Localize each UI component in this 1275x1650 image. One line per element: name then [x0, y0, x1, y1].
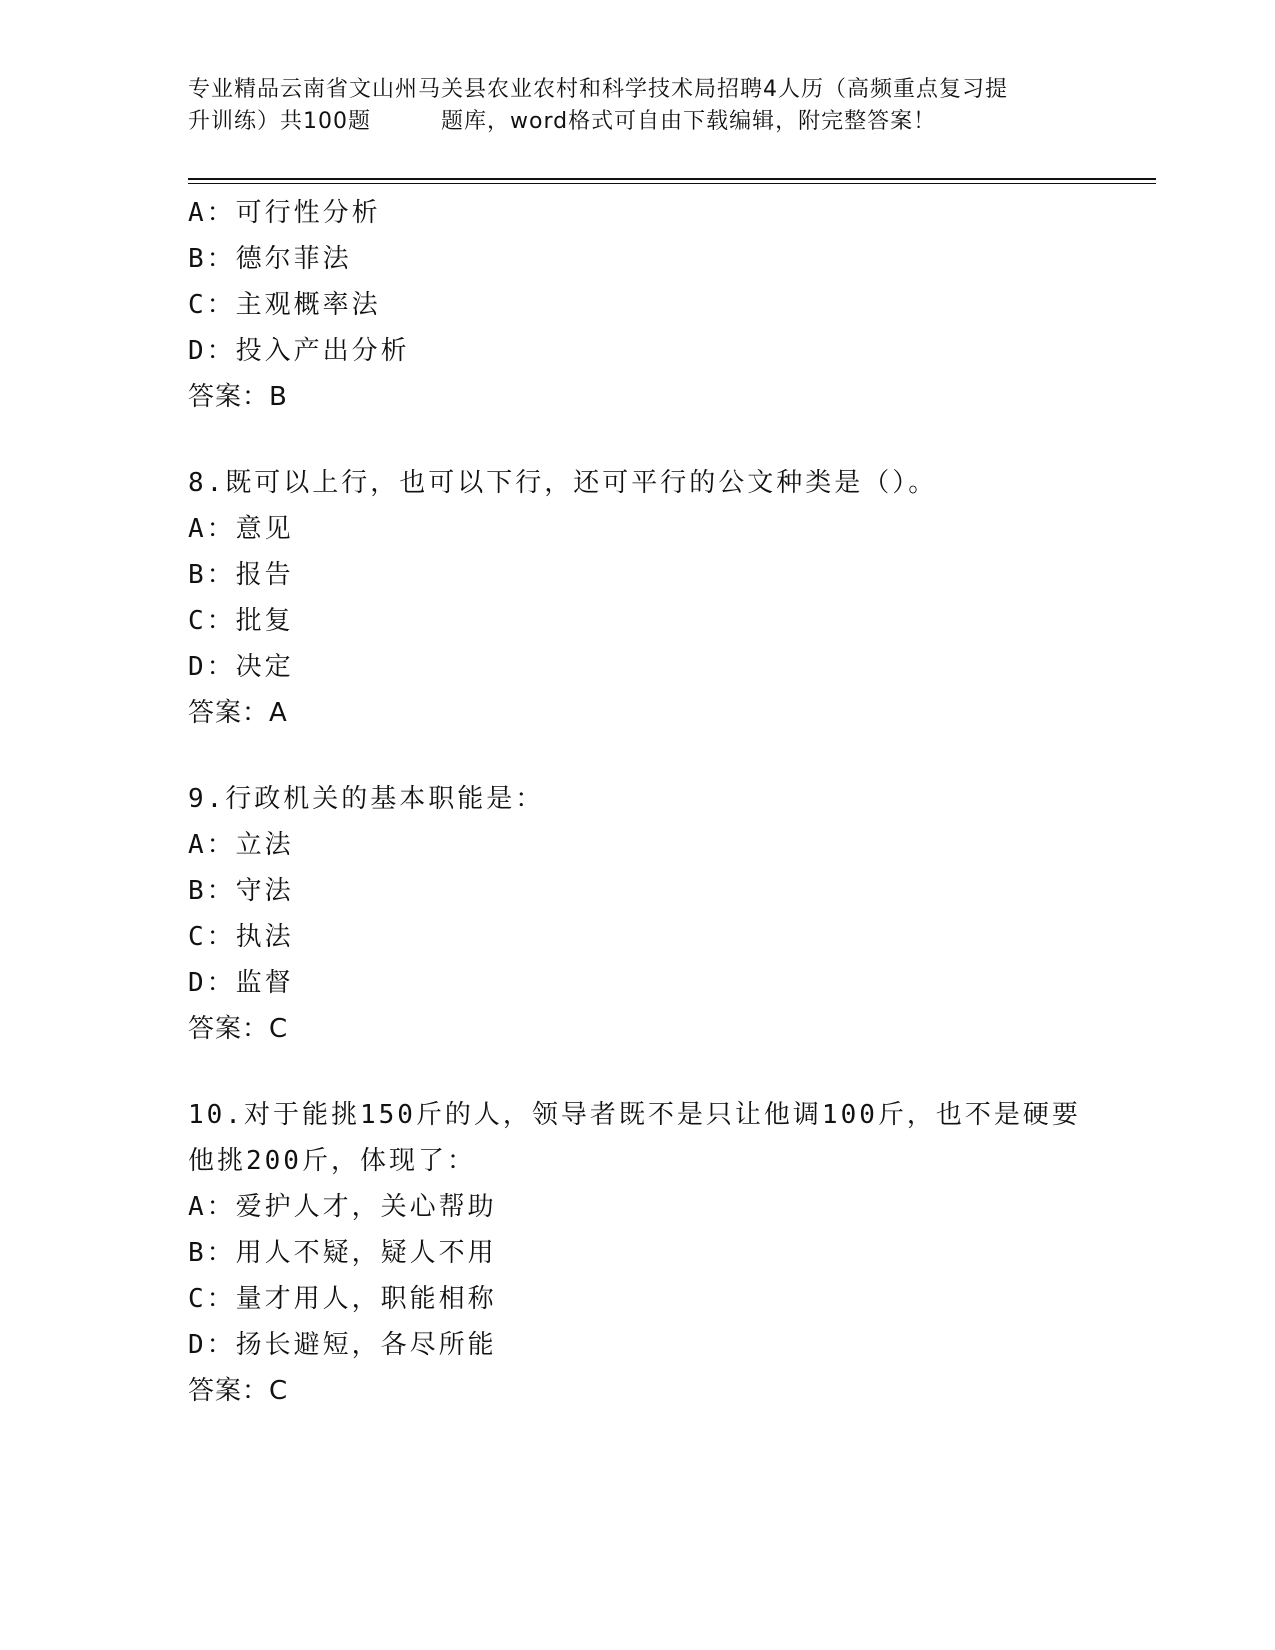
- q8-option-b: B：报告: [188, 560, 294, 590]
- q10-option-a: A：爱护人才，关心帮助: [188, 1192, 497, 1222]
- question-list: [188, 190, 1128, 1414]
- q7-option-a: A：可行性分析: [188, 198, 381, 228]
- question-7-block: [188, 190, 1128, 420]
- q10-answer: 答案：C: [188, 1376, 289, 1406]
- q8-option-d: D：决定: [188, 652, 294, 682]
- header-title-part-b: 题库，word格式可自由下载编辑，附完整答案！: [441, 109, 937, 134]
- q10-option-d: D：扬长避短，各尽所能: [188, 1330, 497, 1360]
- q7-answer: 答案：B: [188, 382, 288, 412]
- q7-option-b: B：德尔菲法: [188, 244, 352, 274]
- q10-question-line-2: 他挑200斤，体现了：: [188, 1146, 476, 1176]
- question-gap: [188, 420, 1128, 460]
- q8-option-c: C：批复: [188, 606, 294, 636]
- q8-question: 8.既可以上行，也可以下行，还可平行的公文种类是（）。: [188, 468, 938, 498]
- q10-question-line-1: 10.对于能挑150斤的人，领导者既不是只让他调100斤，也不是硬要: [188, 1100, 1081, 1130]
- header-title-part-a: 升训练）共100题: [188, 109, 371, 134]
- q9-option-a: A：立法: [188, 830, 294, 860]
- header-divider-thick: [188, 178, 1156, 180]
- q9-question: 9.行政机关的基本职能是：: [188, 784, 545, 814]
- question-gap: [188, 1052, 1128, 1092]
- q7-option-d: D：投入产出分析: [188, 336, 410, 366]
- q7-option-c: C：主观概率法: [188, 290, 381, 320]
- header-divider-thin: [188, 183, 1156, 184]
- question-10-block: [188, 1092, 1128, 1414]
- q8-answer: 答案：A: [188, 698, 288, 728]
- document-header: [188, 74, 1098, 138]
- question-8-block: [188, 460, 1128, 736]
- q9-option-c: C：执法: [188, 922, 294, 952]
- q8-option-a: A：意见: [188, 514, 294, 544]
- header-title-line-1: 专业精品云南省文山州马关县农业农村和科学技术局招聘4人历（高频重点复习提: [188, 77, 1008, 102]
- q9-answer: 答案：C: [188, 1014, 289, 1044]
- q9-option-b: B：守法: [188, 876, 294, 906]
- question-9-block: [188, 776, 1128, 1052]
- question-gap: [188, 736, 1128, 776]
- q9-option-d: D：监督: [188, 968, 294, 998]
- q10-option-c: C：量才用人，职能相称: [188, 1284, 497, 1314]
- q10-option-b: B：用人不疑，疑人不用: [188, 1238, 497, 1268]
- header-title-line-2: [188, 106, 1098, 138]
